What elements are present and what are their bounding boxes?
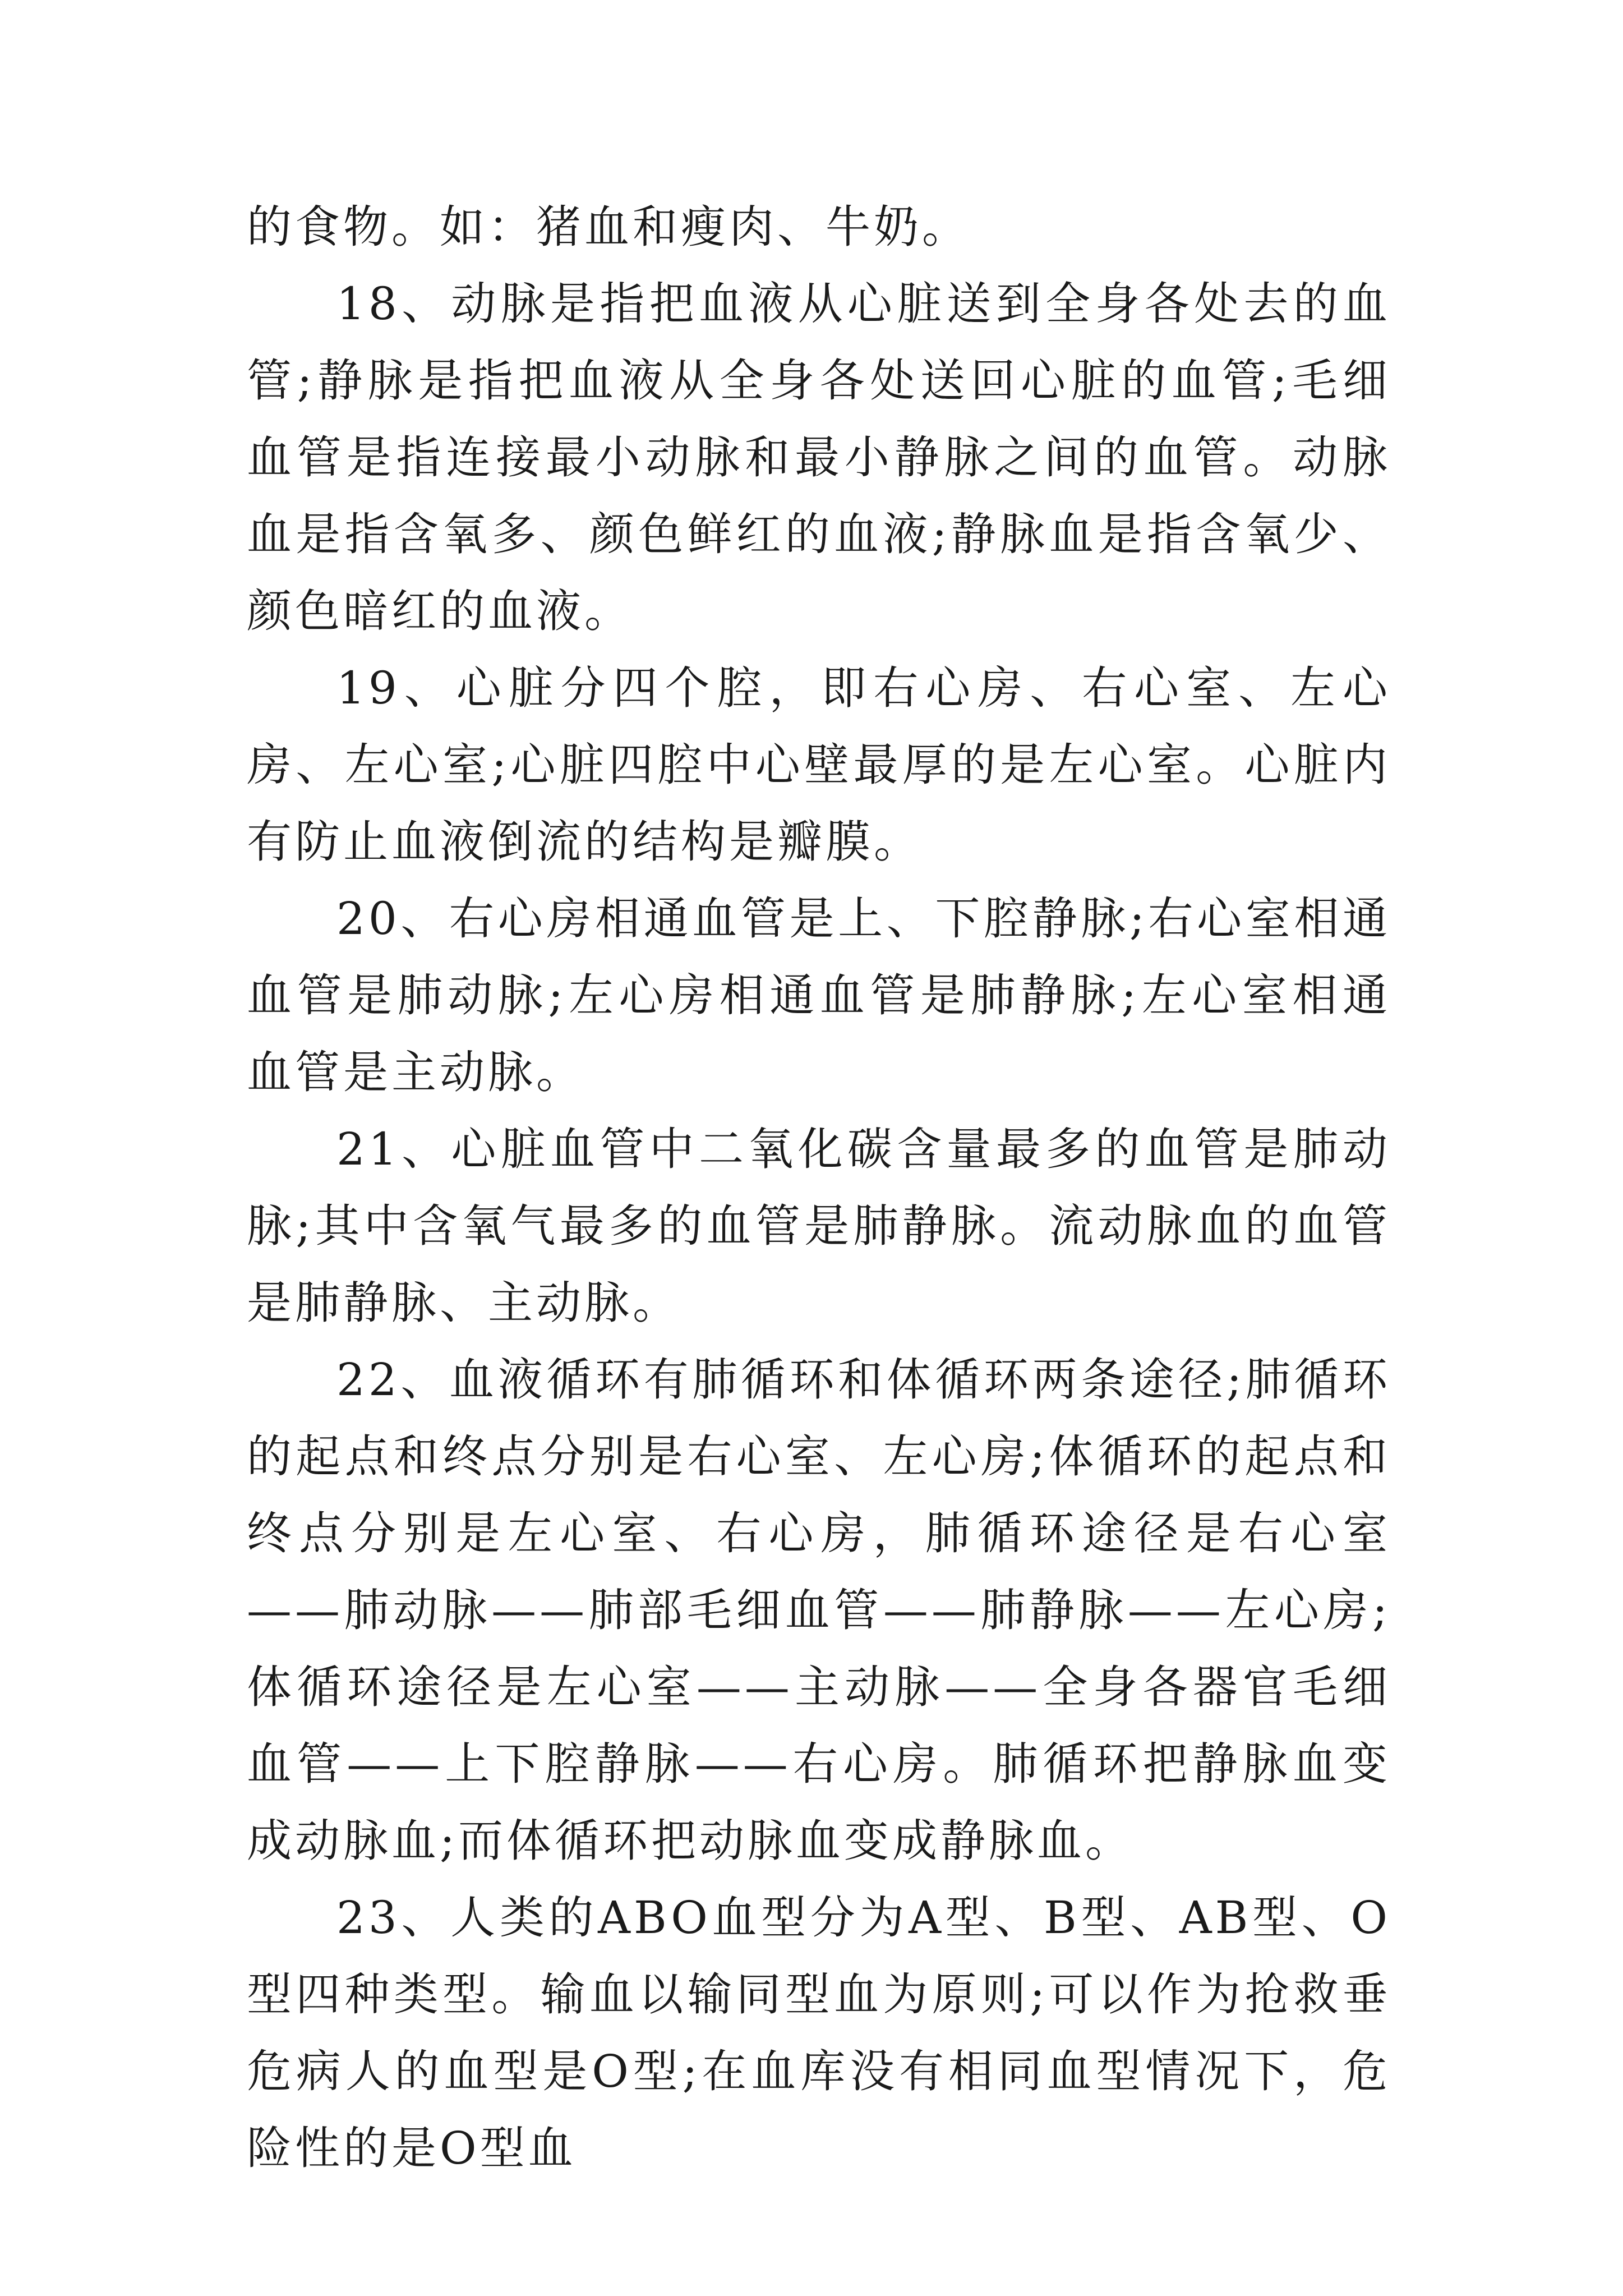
paragraph-item-20: 20、右心房相通血管是上、下腔静脉;右心室相通血管是肺动脉;左心房相通血管是肺静脉;左心室相通血管是主动脉。 xyxy=(247,892,1391,1098)
paragraph-item-19: 19、心脏分四个腔，即右心房、右心室、左心房、左心室;心脏四腔中心壁最厚的是左心室。心脏内有防止血液倒流的结构是瓣膜。 xyxy=(247,662,1391,868)
paragraph-item-23: 23、人类的ABO血型分为A型、B型、AB型、O型四种类型。输血以输同型血为原则;可以作为抢救垂危病人的血型是O型;在血库没有相同血型情况下，危险性的是O型血 xyxy=(247,1892,1391,2174)
paragraph-item-21: 21、心脏血管中二氧化碳含量最多的血管是肺动脉;其中含氧气最多的血管是肺静脉。流动脉血的血管是肺静脉、主动脉。 xyxy=(247,1123,1391,1329)
paragraph-item-18: 18、动脉是指把血液从心脏送到全身各处去的血管;静脉是指把血液从全身各处送回心脏的血管;毛细血管是指连接最小动脉和最小静脉之间的血管。动脉血是指含氧多、颜色鲜红的血液;静脉血是指含氧少、颜色暗红的血液。 xyxy=(247,278,1391,637)
paragraph-item-22: 22、血液循环有肺循环和体循环两条途径;肺循环的起点和终点分别是右心室、左心房;体循环的起点和终点分别是左心室、右心房，肺循环途径是右心室——肺动脉——肺部毛细血管——肺静脉——左心房;体循环途径是左心室——主动脉——全身各器官毛细血管——上下腔静脉——右心房。肺循环把静脉血变成动脉血;而体循环把动脉血变成静脉血。 xyxy=(247,1354,1391,1867)
paragraph-continuation: 的食物。如：猪血和瘦肉、牛奶。 xyxy=(247,201,970,253)
document-body xyxy=(247,188,1391,2187)
